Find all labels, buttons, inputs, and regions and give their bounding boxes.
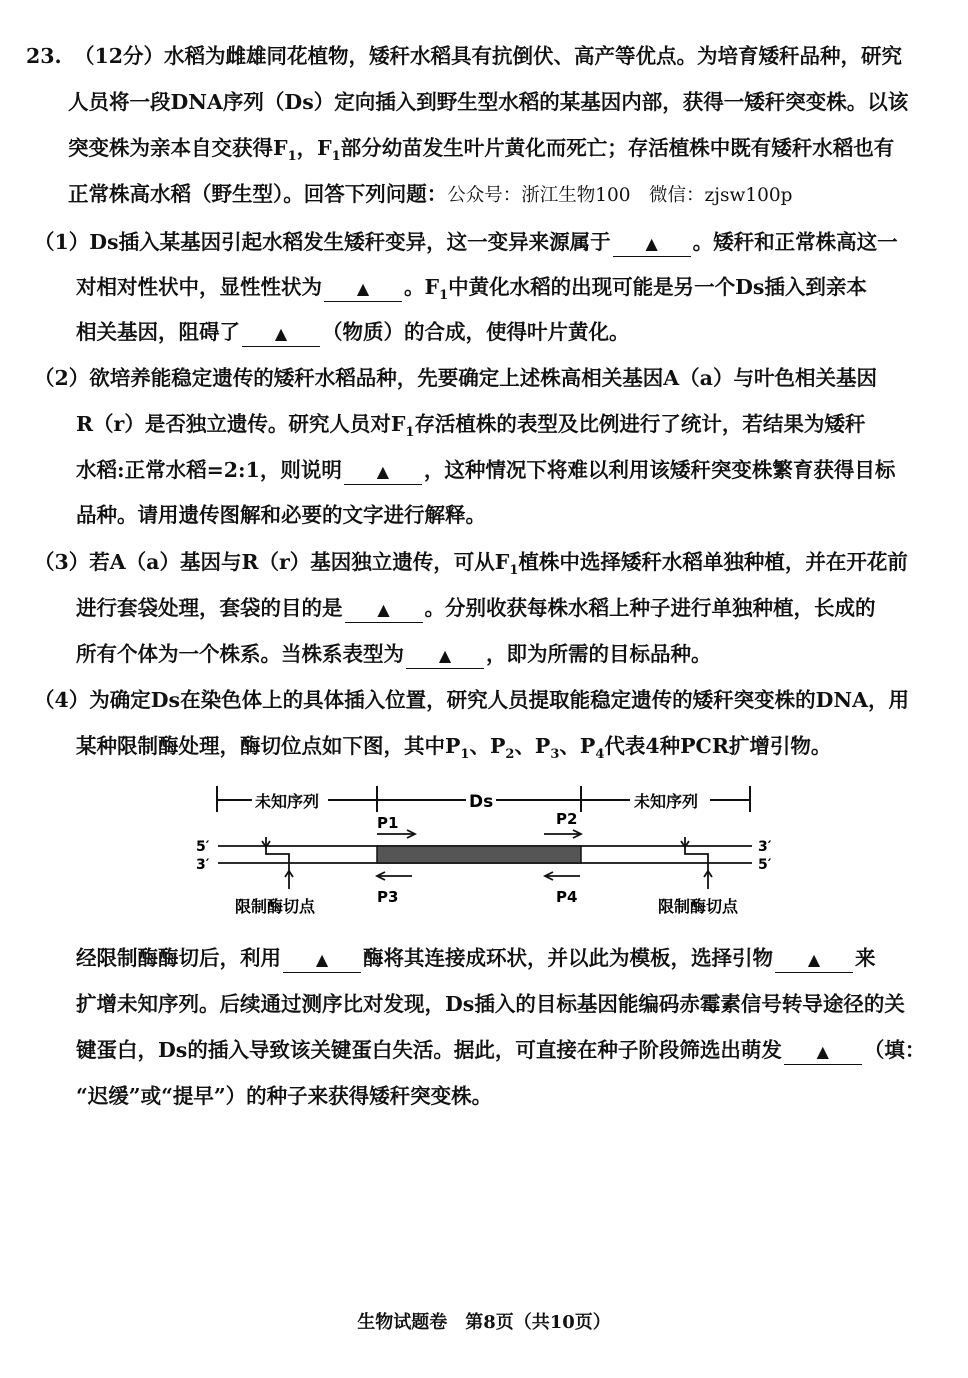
primer-p4-label: P4 (556, 888, 578, 906)
primer-p1-label: P1 (377, 814, 399, 832)
part4-line-6: “迟缓”或“提早”）的种子来获得矮秆突变株。 (76, 1084, 493, 1108)
answer-blank[interactable]: ▲ (406, 644, 484, 669)
part3-line-3: 所有个体为一个株系。当株系表型为 ▲ ，即为所需的目标品种。 (76, 640, 712, 669)
label-unknown-sequence-right: 未知序列 (634, 792, 699, 811)
answer-blank[interactable]: ▲ (613, 232, 691, 257)
part3-line-1: （3）若A（a）基因与R（r）基因独立遗传，可从$F_1$植株中选择矮秆水稻单独种植，并在开花前 (34, 550, 908, 579)
part2-line-1: （2）欲培养能稳定遗传的矮秆水稻品种，先要确定上述株高相关基因A（a）与叶色相关基因 (34, 366, 877, 390)
part2-line-3: 水稻:正常水稻=2:1，则说明 ▲ ，这种情况下将难以利用该矮秆突变株繁育获得目标 (76, 456, 895, 485)
part4-line-2: 某种限制酶处理，酶切位点如下图，其中$P_1$、$P_2$、$P_3$、$P_4$代表4种PCR扩增引物。 (76, 734, 832, 763)
question-number: 23. (26, 44, 62, 68)
part2-line-4: 品种。请用遗传图解和必要的文字进行解释。 (76, 503, 486, 527)
ds-segment (377, 846, 581, 863)
question-intro-line-4: 正常株高水稻（野生型）。回答下列问题：公众号：浙江生物100 微信：zjsw100p (68, 182, 793, 206)
answer-blank[interactable]: ▲ (324, 277, 402, 302)
part4-line-1: （4）为确定Ds在染色体上的具体插入位置，研究人员提取能稳定遗传的矮秆突变株的DNA，用 (34, 688, 910, 712)
answer-blank[interactable]: ▲ (344, 460, 422, 485)
strand-label-bottom-right: 5′ (758, 857, 772, 873)
question-intro-line-3: 突变株为亲本自交获得$F_1$，$F_1$部分幼苗发生叶片黄化而死亡；存活植株中既有矮秆水稻也有 (68, 136, 895, 165)
answer-blank[interactable]: ▲ (283, 948, 361, 973)
strand-label-bottom-left: 3′ (196, 857, 210, 873)
part4-line-3: 经限制酶酶切后，利用 ▲ 酶将其连接成环状，并以此为模板，选择引物 ▲ 来 (76, 944, 876, 973)
part3-line-2: 进行套袋处理，套袋的目的是 ▲ 。分别收获每株水稻上种子进行单独种植，长成的 (76, 594, 876, 623)
part4-line-4: 扩增未知序列。后续通过测序比对发现，Ds插入的目标基因能编码赤霉素信号转导途径的关 (76, 992, 905, 1016)
primer-p2-label: P2 (556, 810, 578, 828)
cut-site-right-label: 限制酶切点 (658, 897, 739, 916)
label-unknown-sequence-left: 未知序列 (255, 792, 320, 811)
cut-site-left-label: 限制酶切点 (235, 897, 316, 916)
answer-blank[interactable]: ▲ (242, 322, 320, 347)
label-ds: Ds (469, 792, 494, 812)
strand-label-top-left: 5′ (196, 839, 210, 855)
answer-blank[interactable]: ▲ (345, 598, 423, 623)
page-footer: 生物试题卷 第8页（共10页） (357, 1312, 611, 1333)
restriction-site-diagram (0, 776, 968, 926)
question-intro-line-1: （12分）水稻为雌雄同花植物，矮秆水稻具有抗倒伏、高产等优点。为培育矮秆品种，研究 (74, 44, 903, 68)
part1-line-1: （1）Ds插入某基因引起水稻发生矮秆变异，这一变异来源属于 ▲ 。矮秆和正常株高这一 (34, 228, 898, 257)
strand-label-top-right: 3′ (758, 839, 772, 855)
part1-line-2: 对相对性状中，显性性状为 ▲ 。$F_1$中黄化水稻的出现可能是另一个Ds插入到亲本 (76, 275, 867, 304)
part1-line-3: 相关基因，阻碍了 ▲ （物质）的合成，使得叶片黄化。 (76, 318, 630, 347)
watermark-text: 公众号：浙江生物100 微信：zjsw100p (447, 185, 793, 206)
part2-line-2: R（r）是否独立遗传。研究人员对$F_1$存活植株的表型及比例进行了统计，若结果为矮秆 (76, 412, 866, 441)
primer-p3-label: P3 (377, 888, 399, 906)
part4-line-5: 键蛋白，Ds的插入导致该关键蛋白失活。据此，可直接在种子阶段筛选出萌发 ▲ （填： (76, 1036, 925, 1065)
answer-blank[interactable]: ▲ (784, 1040, 862, 1065)
answer-blank[interactable]: ▲ (775, 948, 853, 973)
question-intro-line-2: 人员将一段DNA序列（Ds）定向插入到野生型水稻的某基因内部，获得一矮秆突变株。以该 (68, 90, 909, 114)
